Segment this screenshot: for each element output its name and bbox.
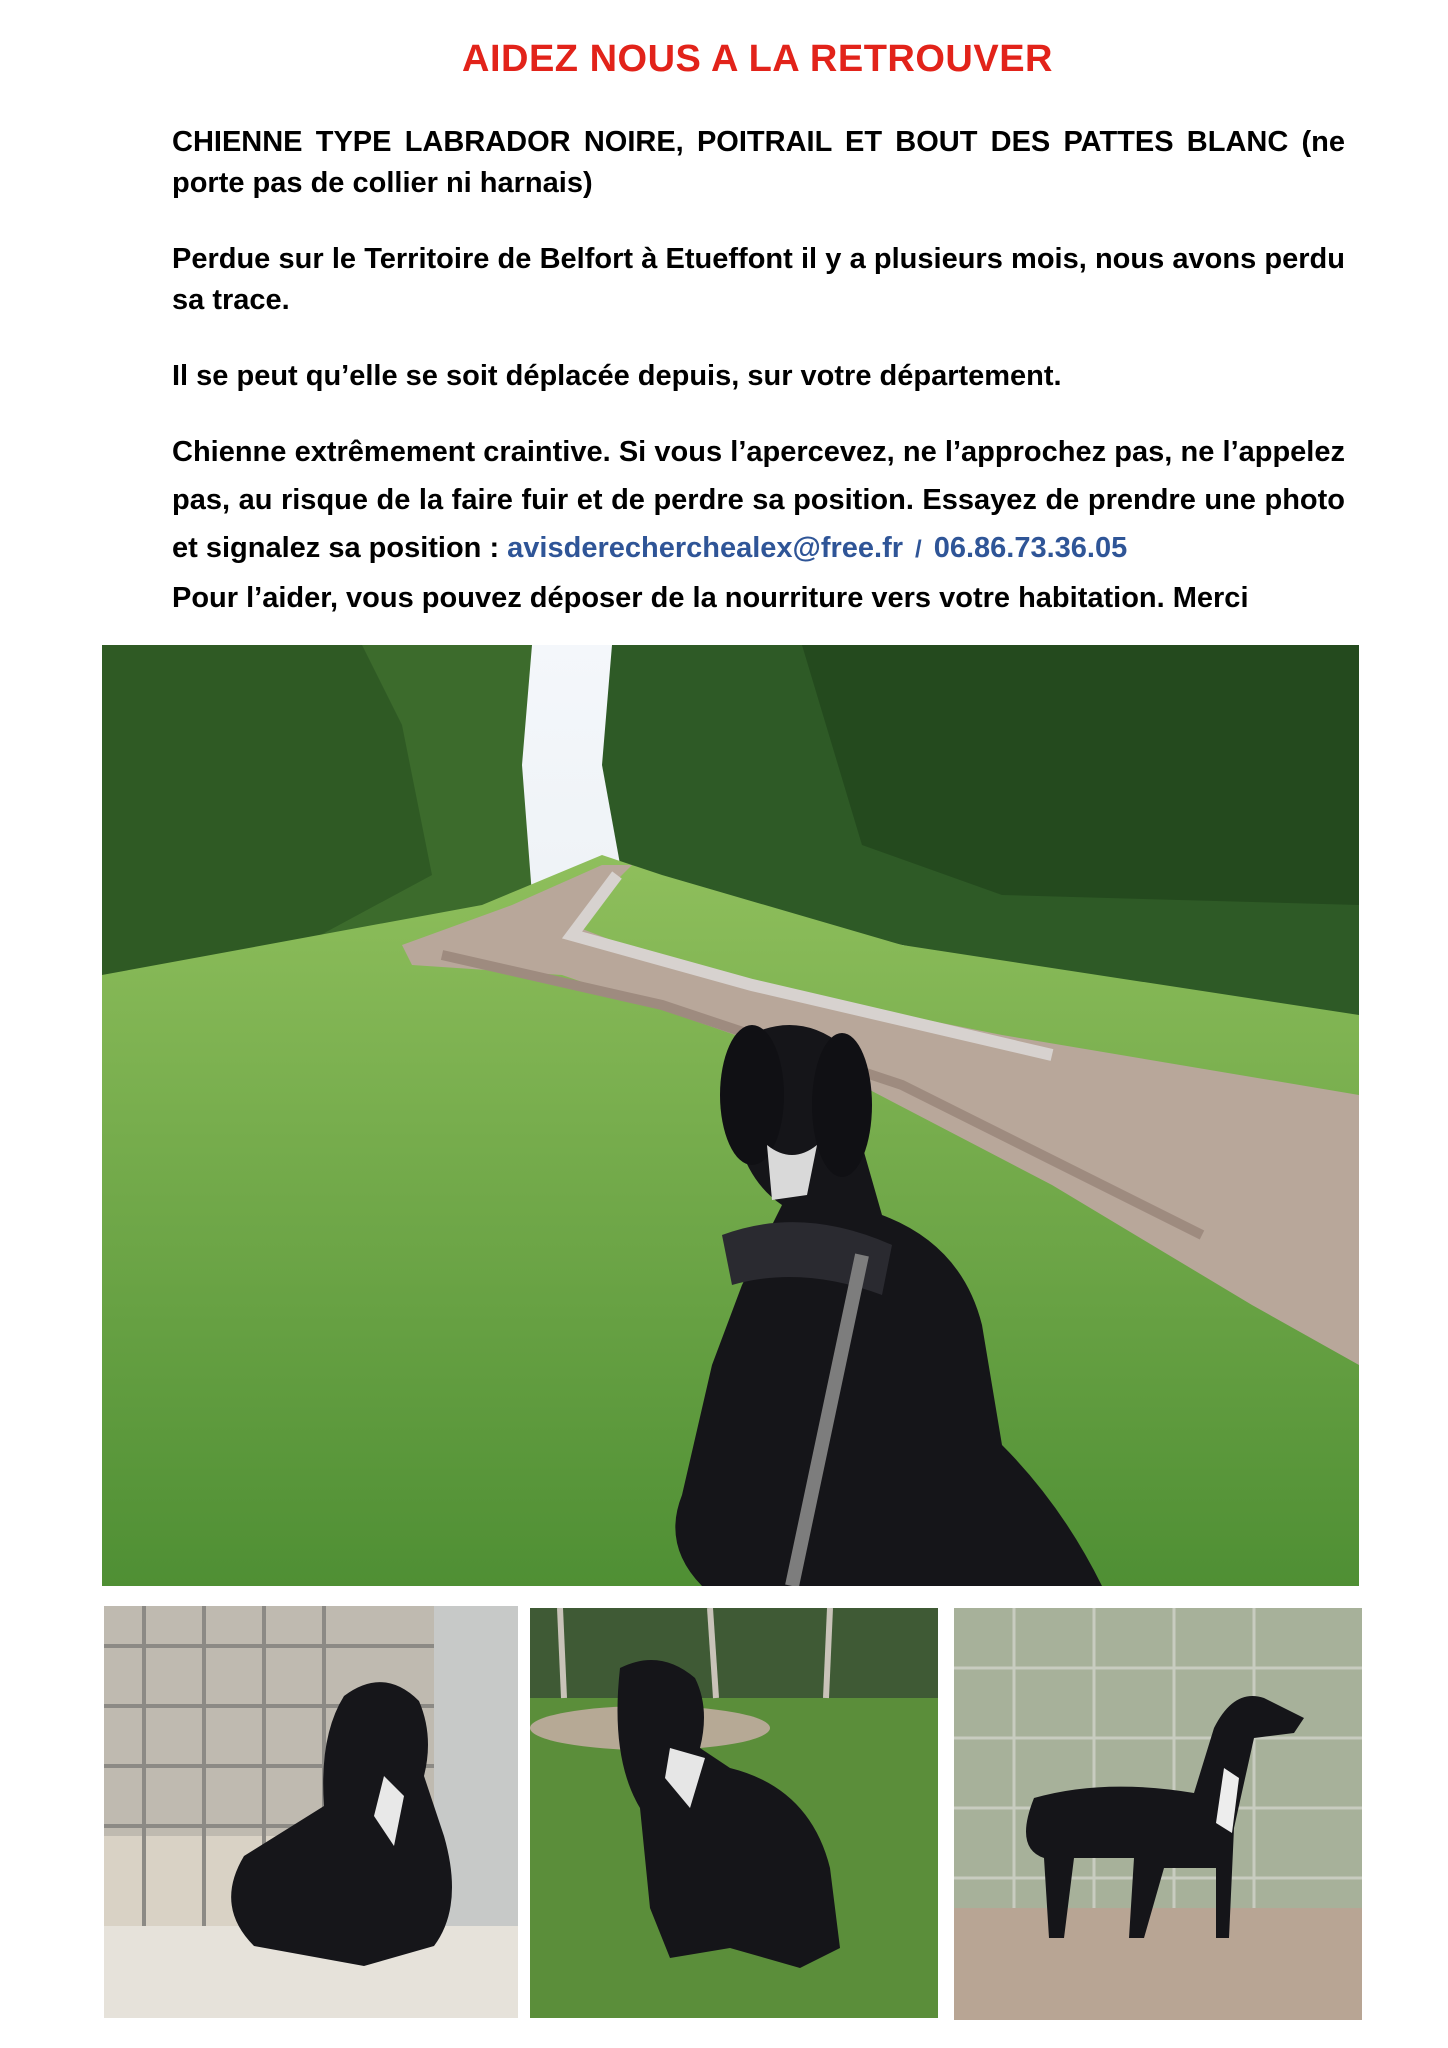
poster-title: AIDEZ NOUS A LA RETROUVER — [462, 38, 1053, 80]
main-dog-photo — [102, 645, 1359, 1586]
instructions-text — [172, 428, 1345, 622]
field-dog-photo — [530, 1608, 938, 2018]
instructions-main: Chienne extrêmement craintive. Si vous l’apercevez, ne l’approchez pas, ne l’appelez pas, au risque de la faire fuir et de perdre sa position. Essayez de prendre une photo et signalez sa position : — [172, 436, 1345, 564]
food-note: Pour l’aider, vous pouvez déposer de la nourriture vers votre habitation. Merci — [172, 582, 1249, 614]
standing-dog-photo — [954, 1608, 1362, 2020]
contact-email-link[interactable]: avisderecherchealex@free.fr — [507, 532, 904, 564]
kennel-dog-photo — [104, 1606, 518, 2018]
contact-separator: / — [915, 536, 922, 563]
contact-phone-link[interactable]: 06.86.73.36.05 — [933, 532, 1128, 564]
lost-location-text: Perdue sur le Territoire de Belfort à Etueffont il y a plusieurs mois, nous avons perdu sa trace. — [172, 243, 1345, 316]
dog-description: CHIENNE TYPE LABRADOR NOIRE, POITRAIL ET BOUT DES PATTES BLANC (ne porte pas de collier ni harnais) — [172, 126, 1345, 199]
moved-note-text: Il se peut qu’elle se soit déplacée depuis, sur votre département. — [172, 360, 1062, 392]
